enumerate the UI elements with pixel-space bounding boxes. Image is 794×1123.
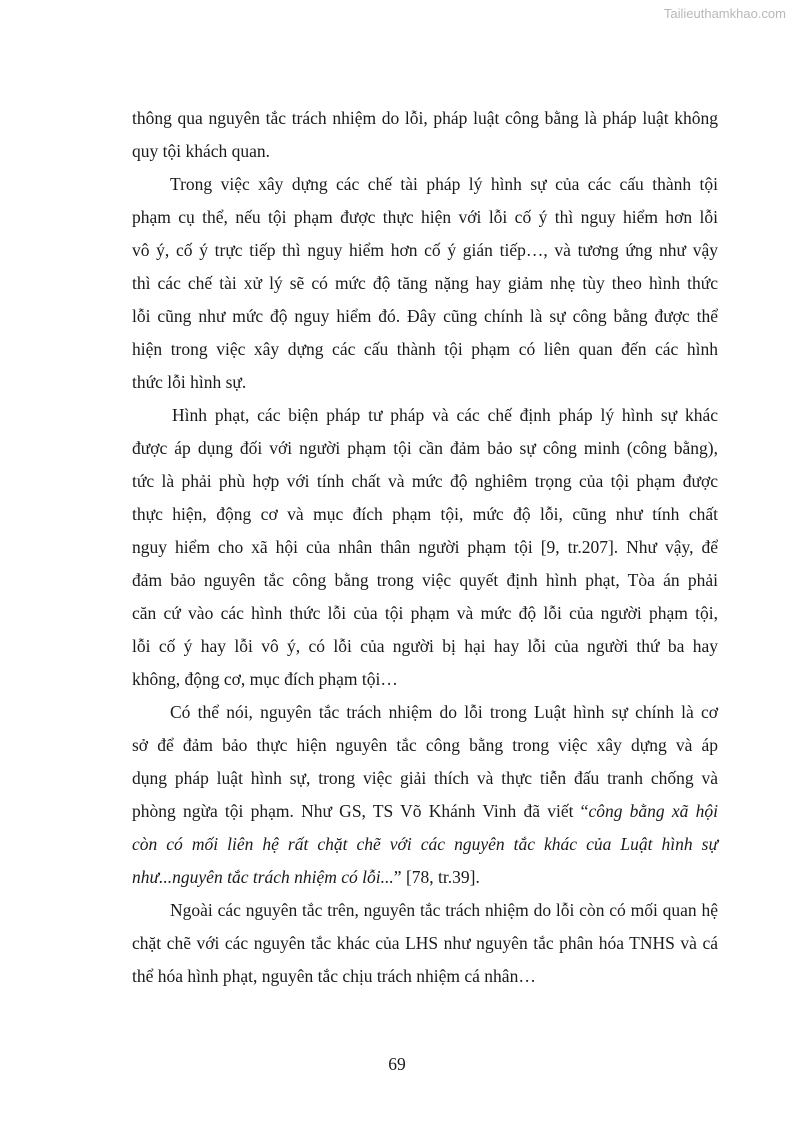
text-line: không, động cơ, mục đích phạm tội… <box>132 669 398 689</box>
text-line <box>132 795 718 828</box>
text-line: lỗi cũng như mức độ nguy hiểm đó. Đây cũng chính là sự công bằng được thể <box>132 306 718 326</box>
text-line <box>132 828 718 861</box>
text-line: phạm cụ thể, nếu tội phạm được thực hiện với lỗi cố ý thì nguy hiểm hơn lỗi <box>132 207 718 227</box>
text-line: lỗi cố ý hay lỗi vô ý, có lỗi của người bị hại hay lỗi của người thứ ba hay <box>132 636 718 656</box>
page-number: 69 <box>388 1054 406 1074</box>
text-line: được áp dụng đối với người phạm tội cần đảm bảo sự công minh (công bằng), <box>132 438 718 458</box>
paragraph-3 <box>132 399 718 696</box>
text-line: thực hiện, động cơ và mục đích phạm tội, mức độ lỗi, cũng như tính chất <box>132 504 718 524</box>
paragraph-1 <box>132 102 718 168</box>
watermark-text: Tailieuthamkhao.com <box>663 6 786 21</box>
paragraph-2 <box>132 168 718 399</box>
text-line: vô ý, cố ý trực tiếp thì nguy hiểm hơn cố ý gián tiếp…, và tương ứng như vậy <box>132 240 718 260</box>
text-line: Ngoài các nguyên tắc trên, nguyên tắc trách nhiệm do lỗi còn có mối quan hệ <box>170 900 718 920</box>
quote-citation: ” [78, tr.39]. <box>393 867 480 887</box>
quote-intro: phòng ngừa tội phạm. Như GS, TS Võ Khánh Vinh đã viết “ <box>132 801 589 821</box>
text-line: Trong việc xây dựng các chế tài pháp lý hình sự của các cấu thành tội <box>170 174 718 194</box>
text-line: quy tội khách quan. <box>132 141 271 161</box>
quote-text: như...nguyên tắc trách nhiệm có lỗi... <box>132 867 394 887</box>
text-line: tức là phải phù hợp với tính chất và mức độ nghiêm trọng của tội phạm được <box>132 471 718 491</box>
text-line: thông qua nguyên tắc trách nhiệm do lỗi, pháp luật công bằng là pháp luật không <box>132 108 718 128</box>
text-line: hiện trong việc xây dựng các cấu thành tội phạm có liên quan đến các hình <box>132 339 718 359</box>
text-line: thì các chế tài xử lý sẽ có mức độ tăng nặng hay giảm nhẹ tùy theo hình thức <box>132 273 718 293</box>
quote-text: còn có mối liên hệ rất chặt chẽ với các nguyên tắc khác của Luật hình sự <box>132 834 718 854</box>
text-line: thể hóa hình phạt, nguyên tắc chịu trách nhiệm cá nhân… <box>132 966 536 986</box>
paragraph-5 <box>132 894 718 993</box>
document-body <box>132 102 718 993</box>
text-line: Có thể nói, nguyên tắc trách nhiệm do lỗi trong Luật hình sự chính là cơ <box>170 702 718 722</box>
quote-text: công bằng xã hội <box>588 801 718 821</box>
paragraph-4 <box>132 696 718 894</box>
text-line: Hình phạt, các biện pháp tư pháp và các chế định pháp lý hình sự khác <box>172 405 718 425</box>
text-line: căn cứ vào các hình thức lỗi của tội phạm và mức độ lỗi của người phạm tội, <box>132 603 718 623</box>
text-line: chặt chẽ với các nguyên tắc khác của LHS như nguyên tắc phân hóa TNHS và cá <box>132 933 718 953</box>
text-line: sở để đảm bảo thực hiện nguyên tắc công bằng trong việc xây dựng và áp <box>132 735 718 755</box>
text-line: thức lỗi hình sự. <box>132 372 247 392</box>
text-line: đảm bảo nguyên tắc công bằng trong việc quyết định hình phạt, Tòa án phải <box>132 570 718 590</box>
text-line: dụng pháp luật hình sự, trong việc giải thích và thực tiễn đấu tranh chống và <box>132 768 718 788</box>
text-line: nguy hiểm cho xã hội của nhân thân người phạm tội [9, tr.207]. Như vậy, để <box>132 537 718 557</box>
text-line <box>132 861 718 894</box>
